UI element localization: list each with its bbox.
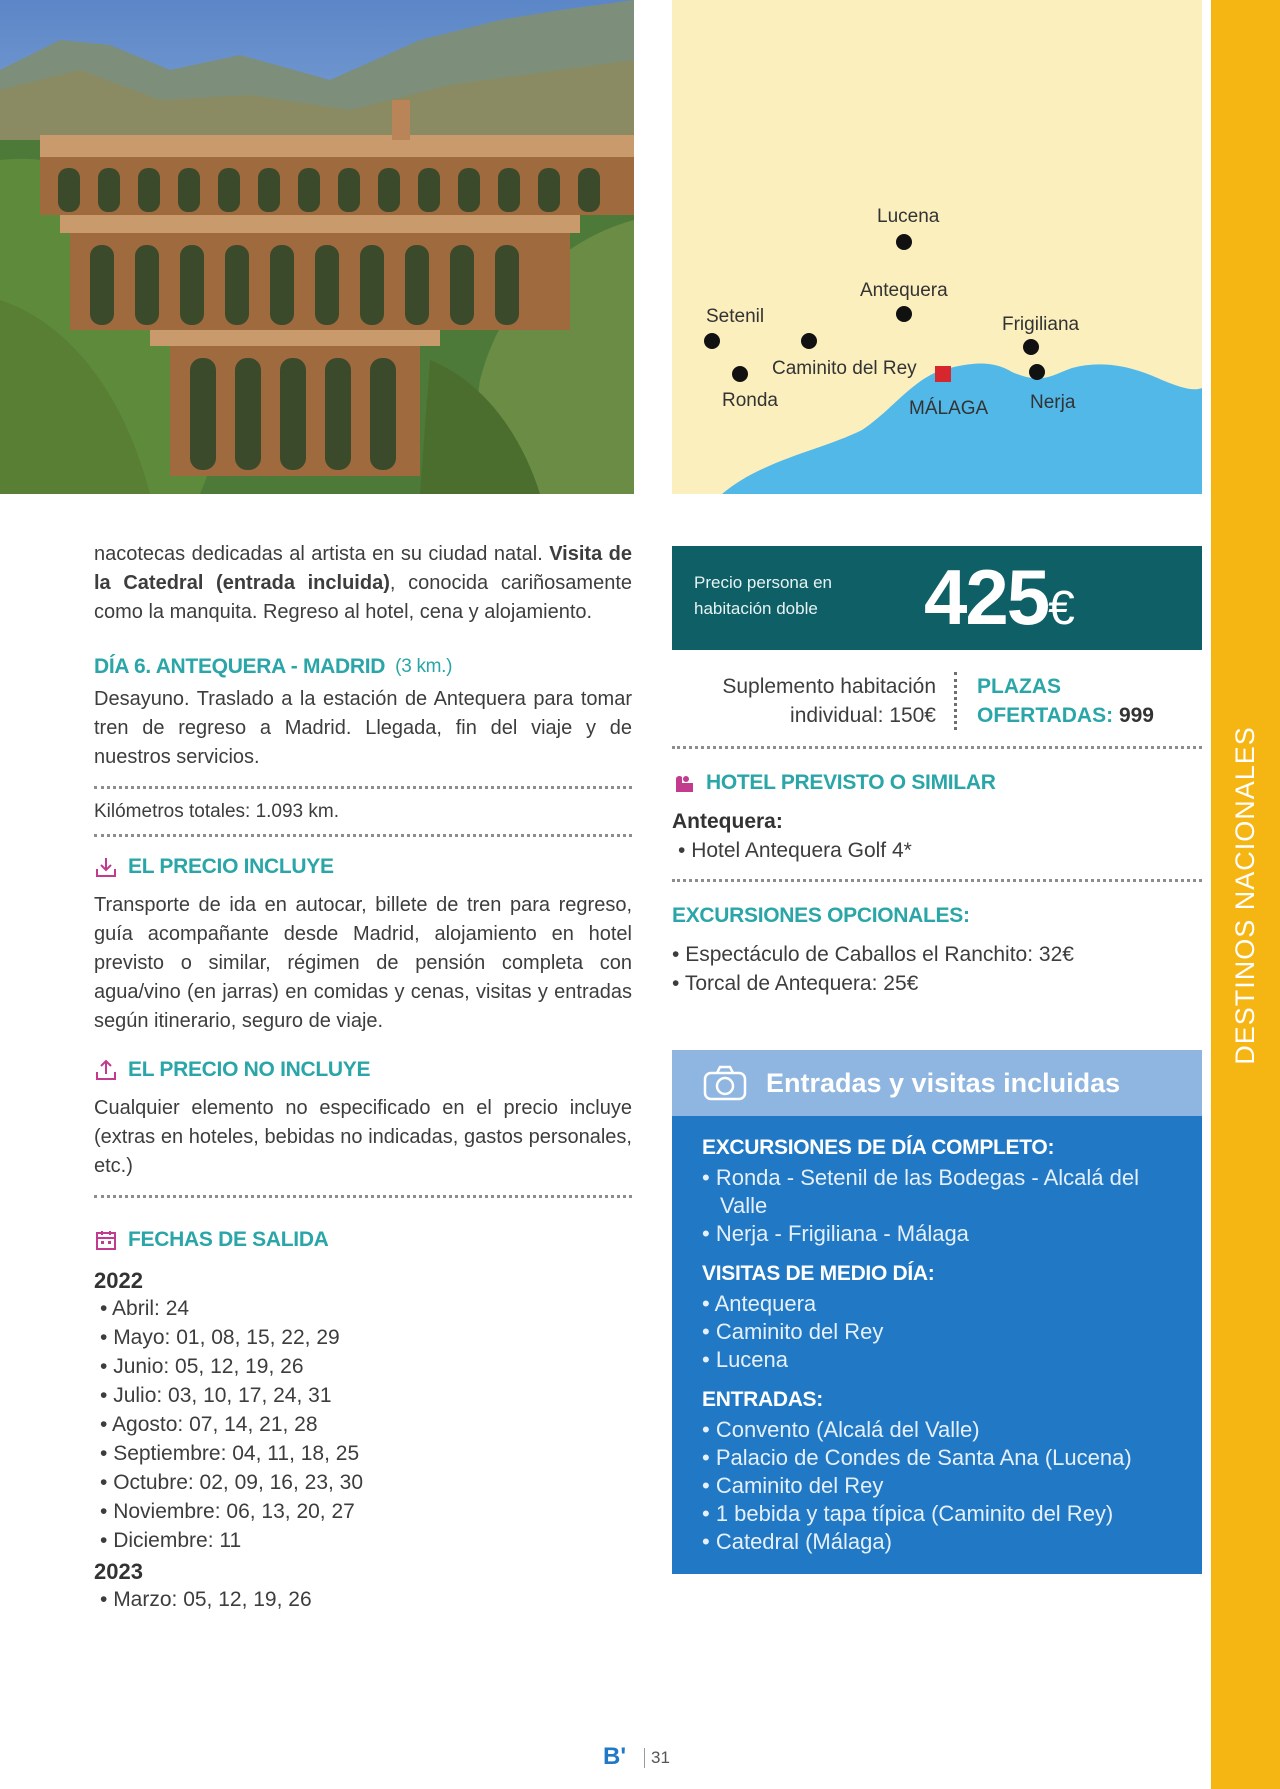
includes-title: EL PRECIO INCLUYE [94,855,632,879]
included-visits-body [672,1116,1202,1574]
year-label: 2023 [94,1559,143,1584]
intro-bold: Visita de la Catedral (entrada incluida) [94,543,632,594]
side-label: DESTINOS NACIONALES [1230,725,1261,1065]
divider [94,786,632,789]
map-label-nerja: Nerja [1030,392,1076,413]
list-item: • Diciembre: 11 [100,1526,632,1555]
camera-icon [702,1063,748,1103]
bed-icon [672,771,696,795]
calendar-icon [94,1228,118,1252]
dates-list-2023 [94,1585,632,1614]
list-item: • Nerja - Frigiliana - Málaga [702,1220,1182,1248]
page-number: 31 [644,1748,670,1768]
map-label-malaga: MÁLAGA [909,398,989,419]
map-label-antequera: Antequera [860,280,948,301]
list-item: • Abril: 24 [100,1294,632,1323]
list-item: • Septiembre: 04, 11, 18, 25 [100,1439,632,1468]
price-label: Precio persona en habitación doble [694,573,832,618]
included-visits-header: Entradas y visitas incluidas [672,1050,1202,1116]
list-item: • Espectáculo de Caballos el Ranchito: 32€ [672,940,1202,969]
list-item: • Catedral (Málaga) [702,1528,1182,1556]
list-item: • Mayo: 01, 08, 15, 22, 29 [100,1323,632,1352]
aqueduct-photo [0,0,634,494]
map-label-lucena: Lucena [877,206,940,227]
dates-title: FECHAS DE SALIDA [94,1228,632,1252]
download-tray-icon [94,855,118,879]
list-item: • 1 bebida y tapa típica (Caminito del Rey) [702,1500,1182,1528]
list-item: • Torcal de Antequera: 25€ [672,969,1202,998]
includes-text: Transporte de ida en autocar, billete de tren para regreso, guía acompañante desde Madrid, alojamiento en hotel previsto o similar, régimen de pensión completa con agua/vino (en jarras) en comidas y cenas, visitas y entradas según itinerario, seguro de viaje. [94,894,632,1032]
route-map [672,0,1202,494]
not-includes-text: Cualquier elemento no especificado en el precio incluye (extras en hoteles, bebidas no indicadas, gastos personales, etc.) [94,1097,632,1177]
excursions-list [672,940,1202,998]
list-item: • Ronda - Setenil de las Bodegas - Alcalá del Valle [702,1164,1182,1220]
list-item: • Noviembre: 06, 13, 20, 27 [100,1497,632,1526]
hotel-title: HOTEL PREVISTO O SIMILAR [672,771,1202,795]
intro-paragraph: nacotecas dedicadas al artista en su ciudad natal. Visita de la Catedral (entrada incluida), conocida cariñosamente como la manquita. Regreso al hotel, cena y alojamiento. [94,543,632,623]
not-includes-title: EL PRECIO NO INCLUYE [94,1058,632,1082]
upload-tray-icon [94,1058,118,1082]
list-item: • Marzo: 05, 12, 19, 26 [100,1585,632,1614]
supplement-row [672,672,1202,730]
list-item: • Julio: 03, 10, 17, 24, 31 [100,1381,632,1410]
brand-logo: B' [603,1743,627,1770]
supplement: Suplemento habitación individual: 150€ [672,672,957,730]
list-item: • Agosto: 07, 14, 21, 28 [100,1410,632,1439]
group-list [702,1164,1182,1248]
price-value: 425€ [924,553,1073,641]
list-item: • Hotel Antequera Golf 4* [678,836,1202,865]
group-list [702,1290,1182,1374]
group-title: VISITAS DE MEDIO DÍA: [702,1262,935,1285]
hotel-list [672,836,1202,865]
list-item: • Caminito del Rey [702,1472,1182,1500]
group-title: EXCURSIONES DE DÍA COMPLETO: [702,1136,1055,1159]
plazas: PLAZAS OFERTADAS: 999 [977,675,1154,727]
list-item: • Caminito del Rey [702,1318,1182,1346]
year-label: 2022 [94,1268,143,1293]
list-item: • Convento (Alcalá del Valle) [702,1416,1182,1444]
map-label-caminito: Caminito del Rey [772,358,917,379]
group-title: ENTRADAS: [702,1388,823,1411]
map-label-ronda: Ronda [722,390,778,411]
excursions-title: EXCURSIONES OPCIONALES: [672,904,970,927]
included-visits-box [672,1050,1202,1574]
left-column [94,540,632,1614]
list-item: • Junio: 05, 12, 19, 26 [100,1352,632,1381]
list-item: • Lucena [702,1346,1182,1374]
price-box [672,546,1202,650]
hotel-city: Antequera: [672,810,783,833]
group-list [702,1416,1182,1556]
list-item: • Palacio de Condes de Santa Ana (Lucena) [702,1444,1182,1472]
day6-title: DÍA 6. ANTEQUERA - MADRID (3 km.) [94,655,453,678]
dates-list-2022 [94,1294,632,1555]
map-label-frigiliana: Frigiliana [1002,314,1080,335]
map-label-setenil: Setenil [706,306,765,327]
day6-text: Desayuno. Traslado a la estación de Antequera para tomar tren de regreso a Madrid. Llegada, fin del viaje y de nuestros servicios. [94,688,632,768]
km-total: Kilómetros totales: 1.093 km. [94,801,339,822]
right-column [672,546,1202,1574]
list-item: • Antequera [702,1290,1182,1318]
list-item: • Octubre: 02, 09, 16, 23, 30 [100,1468,632,1497]
